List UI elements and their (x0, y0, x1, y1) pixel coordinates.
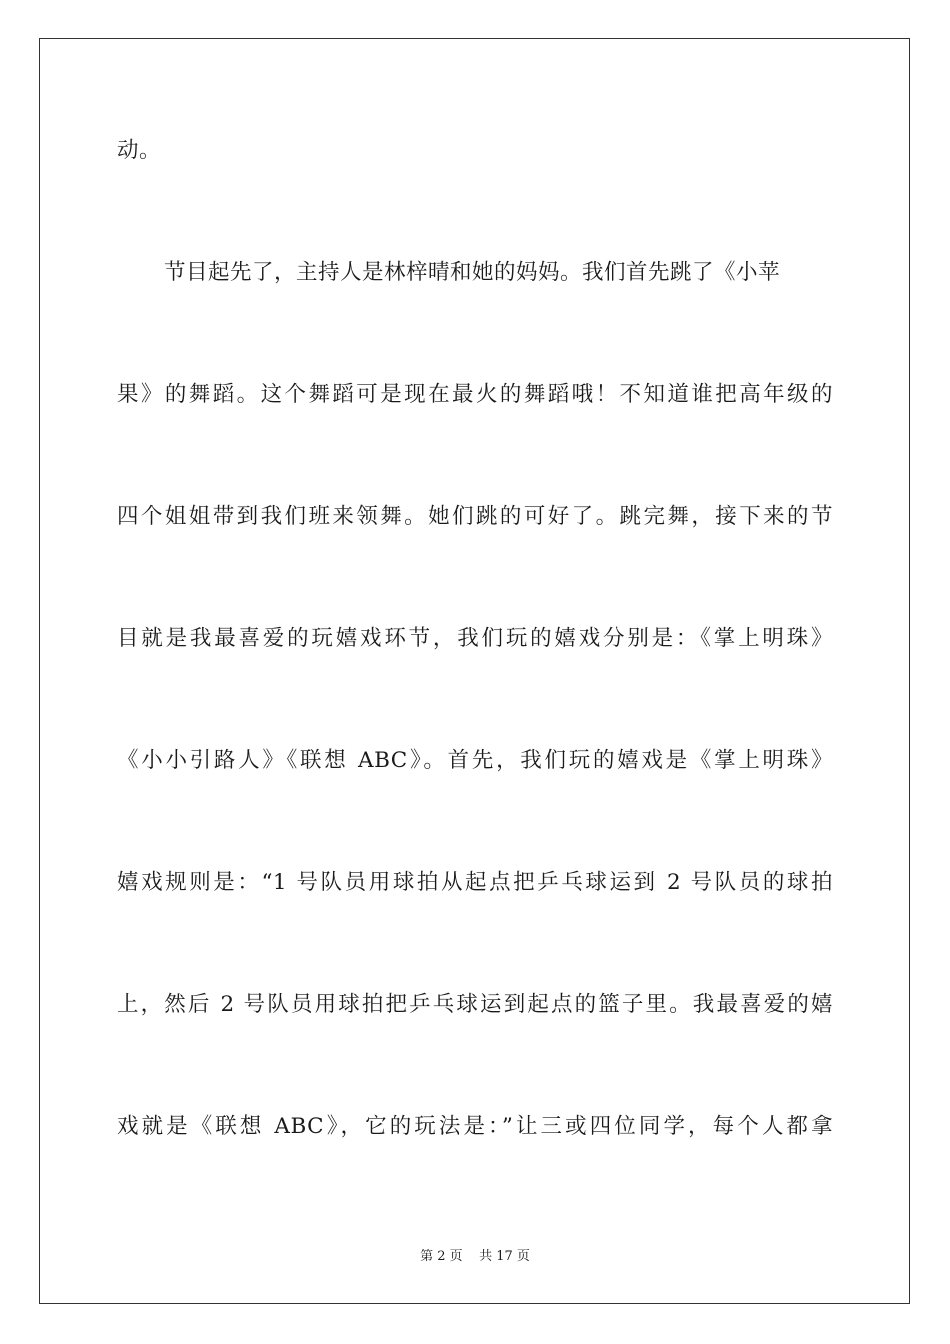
paragraph-line-9: 戏就是《联想 ABC》，它的玩法是：”让三或四位同学，每个人都拿 (117, 1114, 833, 1139)
paragraph-line-6: 《小小引路人》《联想 ABC》。首先，我们玩的嬉戏是《掌上明珠》 (117, 748, 833, 773)
paragraph-line-8: 上，然后 2 号队员用球拍把乒乓球运到起点的篮子里。我最喜爱的嬉 (117, 992, 833, 1017)
paragraph-line-2: 节目起先了，主持人是林梓晴和她的妈妈。我们首先跳了《小苹 (164, 260, 781, 285)
paragraph-line-4: 四个姐姐带到我们班来领舞。她们跳的可好了。跳完舞，接下来的节 (117, 504, 833, 529)
paragraph-line-1: 动。 (117, 138, 162, 163)
page-number-footer: 第 2 页 共 17 页 (420, 1249, 530, 1264)
paragraph-line-5: 目就是我最喜爱的玩嬉戏环节，我们玩的嬉戏分别是：《掌上明珠》 (117, 626, 833, 651)
paragraph-line-3: 果》的舞蹈。这个舞蹈可是现在最火的舞蹈哦！不知道谁把高年级的 (117, 382, 833, 407)
paragraph-line-7: 嬉戏规则是：“1 号队员用球拍从起点把乒乓球运到 2 号队员的球拍 (117, 870, 833, 895)
